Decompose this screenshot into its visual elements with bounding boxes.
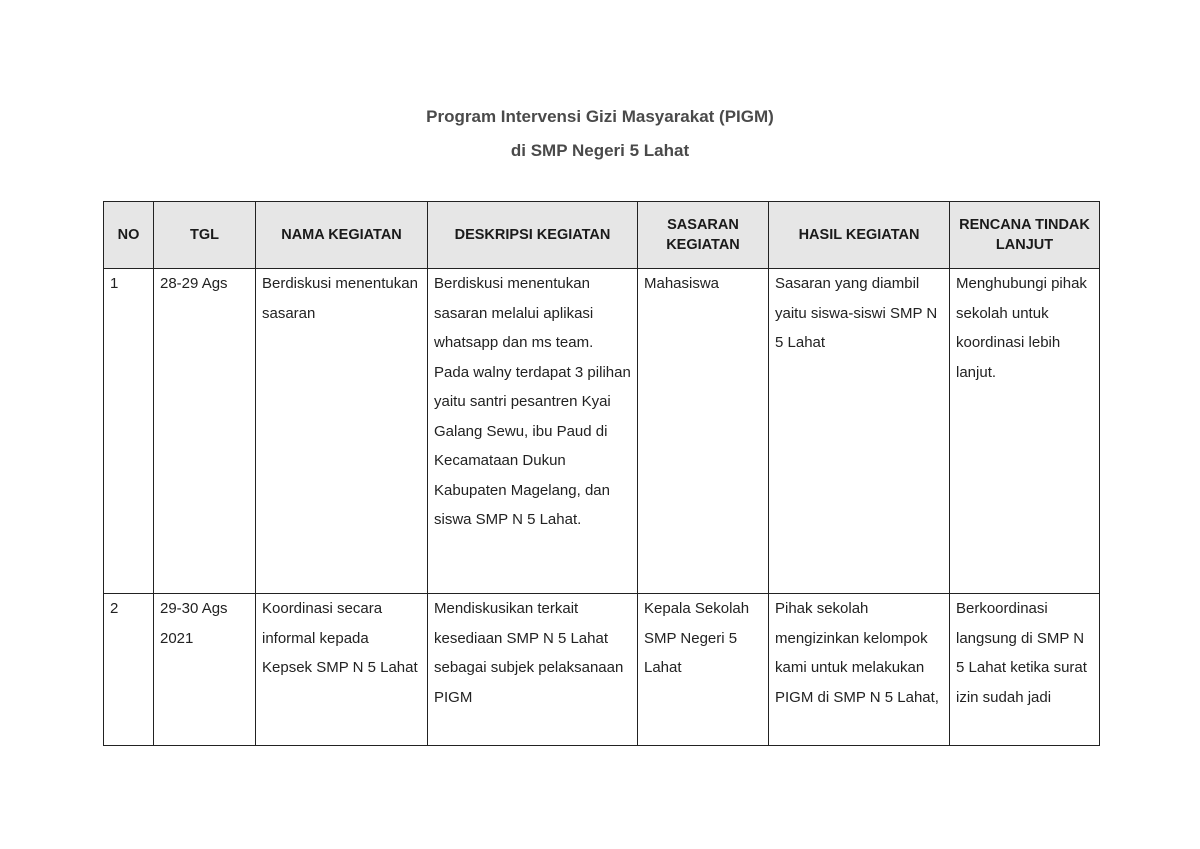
cell-rencana-tindak-lanjut: Menghubungi pihak sekolah untuk koordinasi lebih lanjut. [950,269,1100,594]
cell-sasaran-kegiatan: Mahasiswa [638,269,769,594]
cell-sasaran-kegiatan: Kepala Sekolah SMP Negeri 5 Lahat [638,594,769,746]
cell-no: 2 [104,594,154,746]
header-hasil-kegiatan: HASIL KEGIATAN [769,202,950,269]
cell-tgl: 29-30 Ags 2021 [154,594,256,746]
cell-rencana-tindak-lanjut: Berkoordinasi langsung di SMP N 5 Lahat ketika surat izin sudah jadi [950,594,1100,746]
title-line-2: di SMP Negeri 5 Lahat [510,141,690,160]
cell-nama-kegiatan: Koordinasi secara informal kepada Kepsek SMP N 5 Lahat [256,594,428,746]
cell-hasil-kegiatan: Pihak sekolah mengizinkan kelompok kami untuk melakukan PIGM di SMP N 5 Lahat, [769,594,950,746]
header-sasaran-kegiatan: SASARAN KEGIATAN [638,202,769,269]
header-rencana-tindak-lanjut: RENCANA TINDAK LANJUT [950,202,1100,269]
activity-table [103,201,1100,746]
table-header-row [104,202,1100,269]
cell-nama-kegiatan: Berdiskusi menentukan sasaran [256,269,428,594]
header-nama-kegiatan: NAMA KEGIATAN [256,202,428,269]
cell-hasil-kegiatan: Sasaran yang diambil yaitu siswa-siswi SMP N 5 Lahat [769,269,950,594]
cell-tgl: 28-29 Ags [154,269,256,594]
document-title [0,100,1200,168]
cell-deskripsi-kegiatan: Berdiskusi menentukan sasaran melalui aplikasi whatsapp dan ms team. Pada walny terdapat 3 pilihan yaitu santri pesantren Kyai Galang Sewu, ibu Paud di Kecamataan Dukun Kabupaten Magelang, dan siswa SMP N 5 Lahat. [428,269,638,594]
table-row [104,594,1100,746]
header-tgl: TGL [154,202,256,269]
cell-deskripsi-kegiatan: Mendiskusikan terkait kesediaan SMP N 5 Lahat sebagai subjek pelaksanaan PIGM [428,594,638,746]
title-line-1: Program Intervensi Gizi Masyarakat (PIGM) [426,107,774,126]
cell-no: 1 [104,269,154,594]
header-deskripsi-kegiatan: DESKRIPSI KEGIATAN [428,202,638,269]
header-no: NO [104,202,154,269]
table-row [104,269,1100,594]
